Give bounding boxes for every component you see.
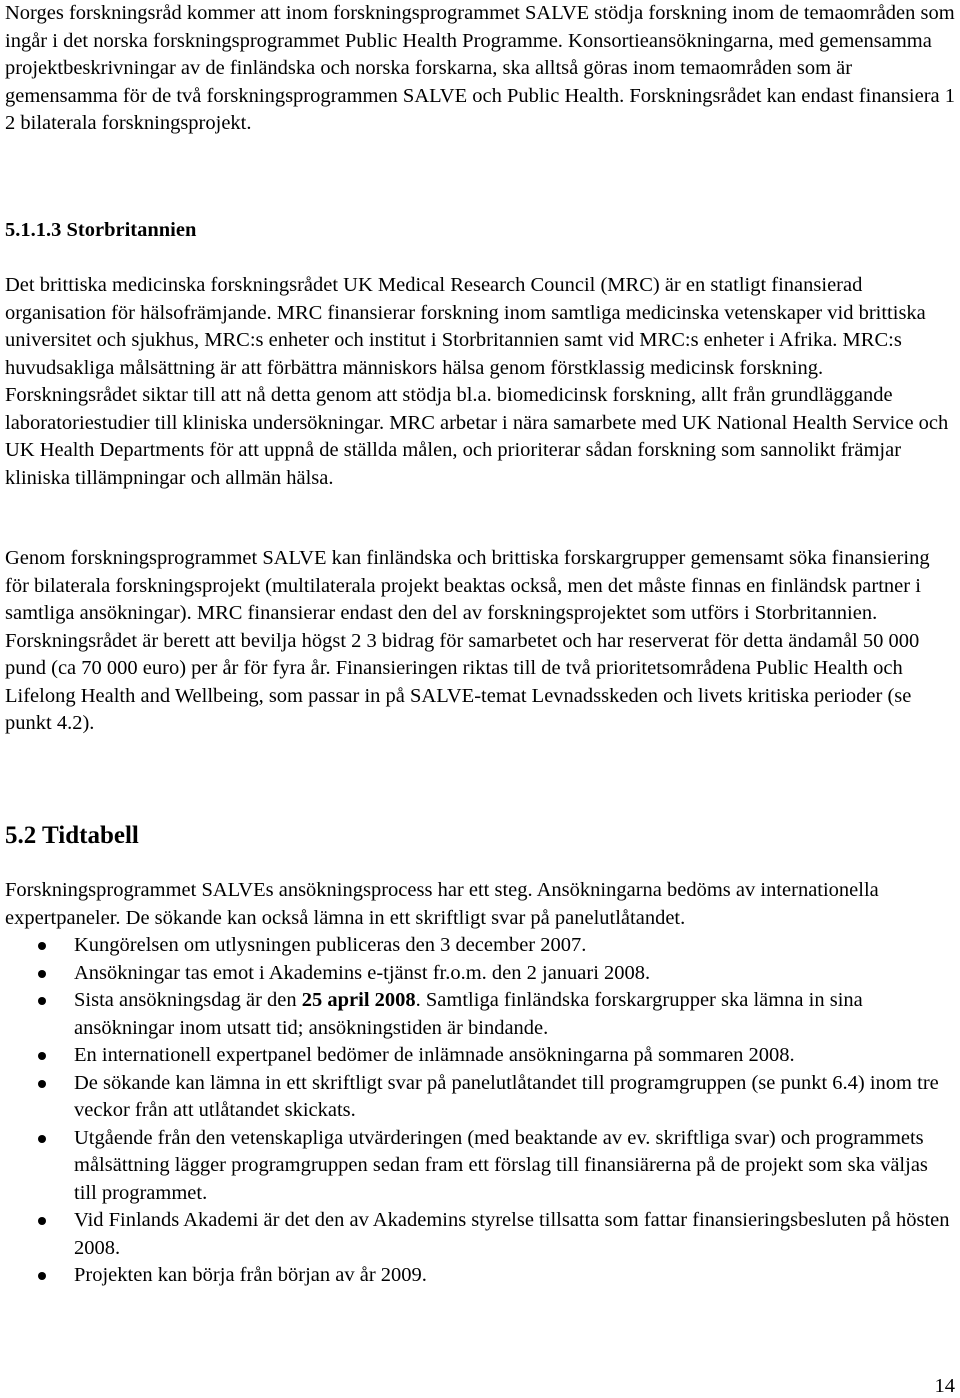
uk-paragraph-1: Det brittiska medicinska forskningsrådet UK Medical Research Council (MRC) är en statligt finansierad organisation för hälsofrämjande. MRC finansierar forskning inom samtliga medicinska vetenskaper vid brittiska universitet och sjukhus, MRC:s enheter och institut i Storbritannien samt vid MRC:s enheter i Afrika. MRC:s huvudsakliga målsättning är att förbättra människors hälsa genom förstklassig medicinsk forskning. Forskningsrådet siktar till att nå detta genom att stödja bl.a. biomedicinsk forskning, allt från grundläggande laboratoriestudier till kliniska undersökningar. MRC arbetar i nära samarbete med UK National Health Service och UK Health Departments för att uppnå de ställda målen, och prioriterar sådan forskning som sannolikt främjar kliniska tillämpningar och allmän hälsa. xyxy=(5,274,949,489)
section-heading-storbritannien: 5.1.1.3 Storbritannien xyxy=(5,219,197,241)
timetable-bullet-list xyxy=(5,932,955,1290)
list-item: En internationell expertpanel bedömer de inlämnade ansökningarna på sommaren 2008. xyxy=(5,1042,955,1070)
list-item: Vid Finlands Akademi är det den av Akademins styrelse tillsatta som fattar finansieringsbesluten på hösten 2008. xyxy=(5,1207,955,1262)
bullet-icon xyxy=(38,997,46,1005)
list-item: Ansökningar tas emot i Akademins e-tjänst fr.o.m. den 2 januari 2008. xyxy=(5,960,955,988)
bullet-icon xyxy=(38,1217,46,1225)
bullet-icon xyxy=(38,1272,46,1280)
list-item: Sista ansökningsdag är den 25 april 2008. Samtliga finländska forskargrupper ska lämna in sina ansökningar inom utsatt tid; ansökningstiden är bindande. xyxy=(5,987,955,1042)
bullet-icon xyxy=(38,1135,46,1143)
deadline-date: 25 april 2008 xyxy=(301,989,416,1011)
bullet-icon xyxy=(38,970,46,978)
bullet-icon xyxy=(38,1080,46,1088)
bullet-icon xyxy=(38,1052,46,1060)
timetable-paragraph: Forskningsprogrammet SALVEs ansökningsprocess har ett steg. Ansökningarna bedöms av internationella expertpaneler. De sökande kan också lämna in ett skriftligt svar på panelutlåtandet. xyxy=(5,879,879,929)
list-item: Kungörelsen om utlysningen publiceras den 3 december 2007. xyxy=(5,932,955,960)
section-heading-tidtabell: 5.2 Tidtabell xyxy=(5,822,139,849)
list-item: Utgående från den vetenskapliga utvärderingen (med beaktande av ev. skriftliga svar) och programmets målsättning lägger programgruppen sedan fram ett förslag till finansiärerna på de projekt som ska väljas till programmet. xyxy=(5,1125,955,1208)
list-item: De sökande kan lämna in ett skriftligt svar på panelutlåtandet till programgruppen (se punkt 6.4) inom tre veckor från att utlåtandet skickats. xyxy=(5,1070,955,1125)
page-number: 14 xyxy=(934,1375,955,1397)
bullet-icon xyxy=(38,942,46,950)
intro-paragraph: Norges forskningsråd kommer att inom forskningsprogrammet SALVE stödja forskning inom de temaområden som ingår i det norska forskningsprogrammet Public Health Programme. Konsortieansökningarna, med gemensamma projektbeskrivningar av de finländska och norska forskarna, ska alltså göras inom temaområden som är gemensamma för de två forskningsprogrammen SALVE och Public Health. Forskningsrådet kan endast finansiera 1 2 bilaterala forskningsprojekt. xyxy=(5,2,955,134)
list-item: Projekten kan börja från början av år 2009. xyxy=(5,1262,955,1290)
uk-paragraph-2: Genom forskningsprogrammet SALVE kan finländska och brittiska forskargrupper gemensamt söka finansiering för bilaterala forskningsprojekt (multilaterala projekt beaktas också, men det måste finnas en finländsk partner i samtliga ansökningar). MRC finansierar endast den del av forskningsprojektet som utförs i Storbritannien. Forskningsrådet är berett att bevilja högst 2 3 bidrag för samarbetet och har reserverat för detta ändamål 50 000 pund (ca 70 000 euro) per år för fyra år. Finansieringen riktas till de två prioritetsområdena Public Health och Lifelong Health and Wellbeing, som passar in på SALVE-temat Levnadsskeden och livets kritiska perioder (se punkt 4.2). xyxy=(5,547,930,734)
